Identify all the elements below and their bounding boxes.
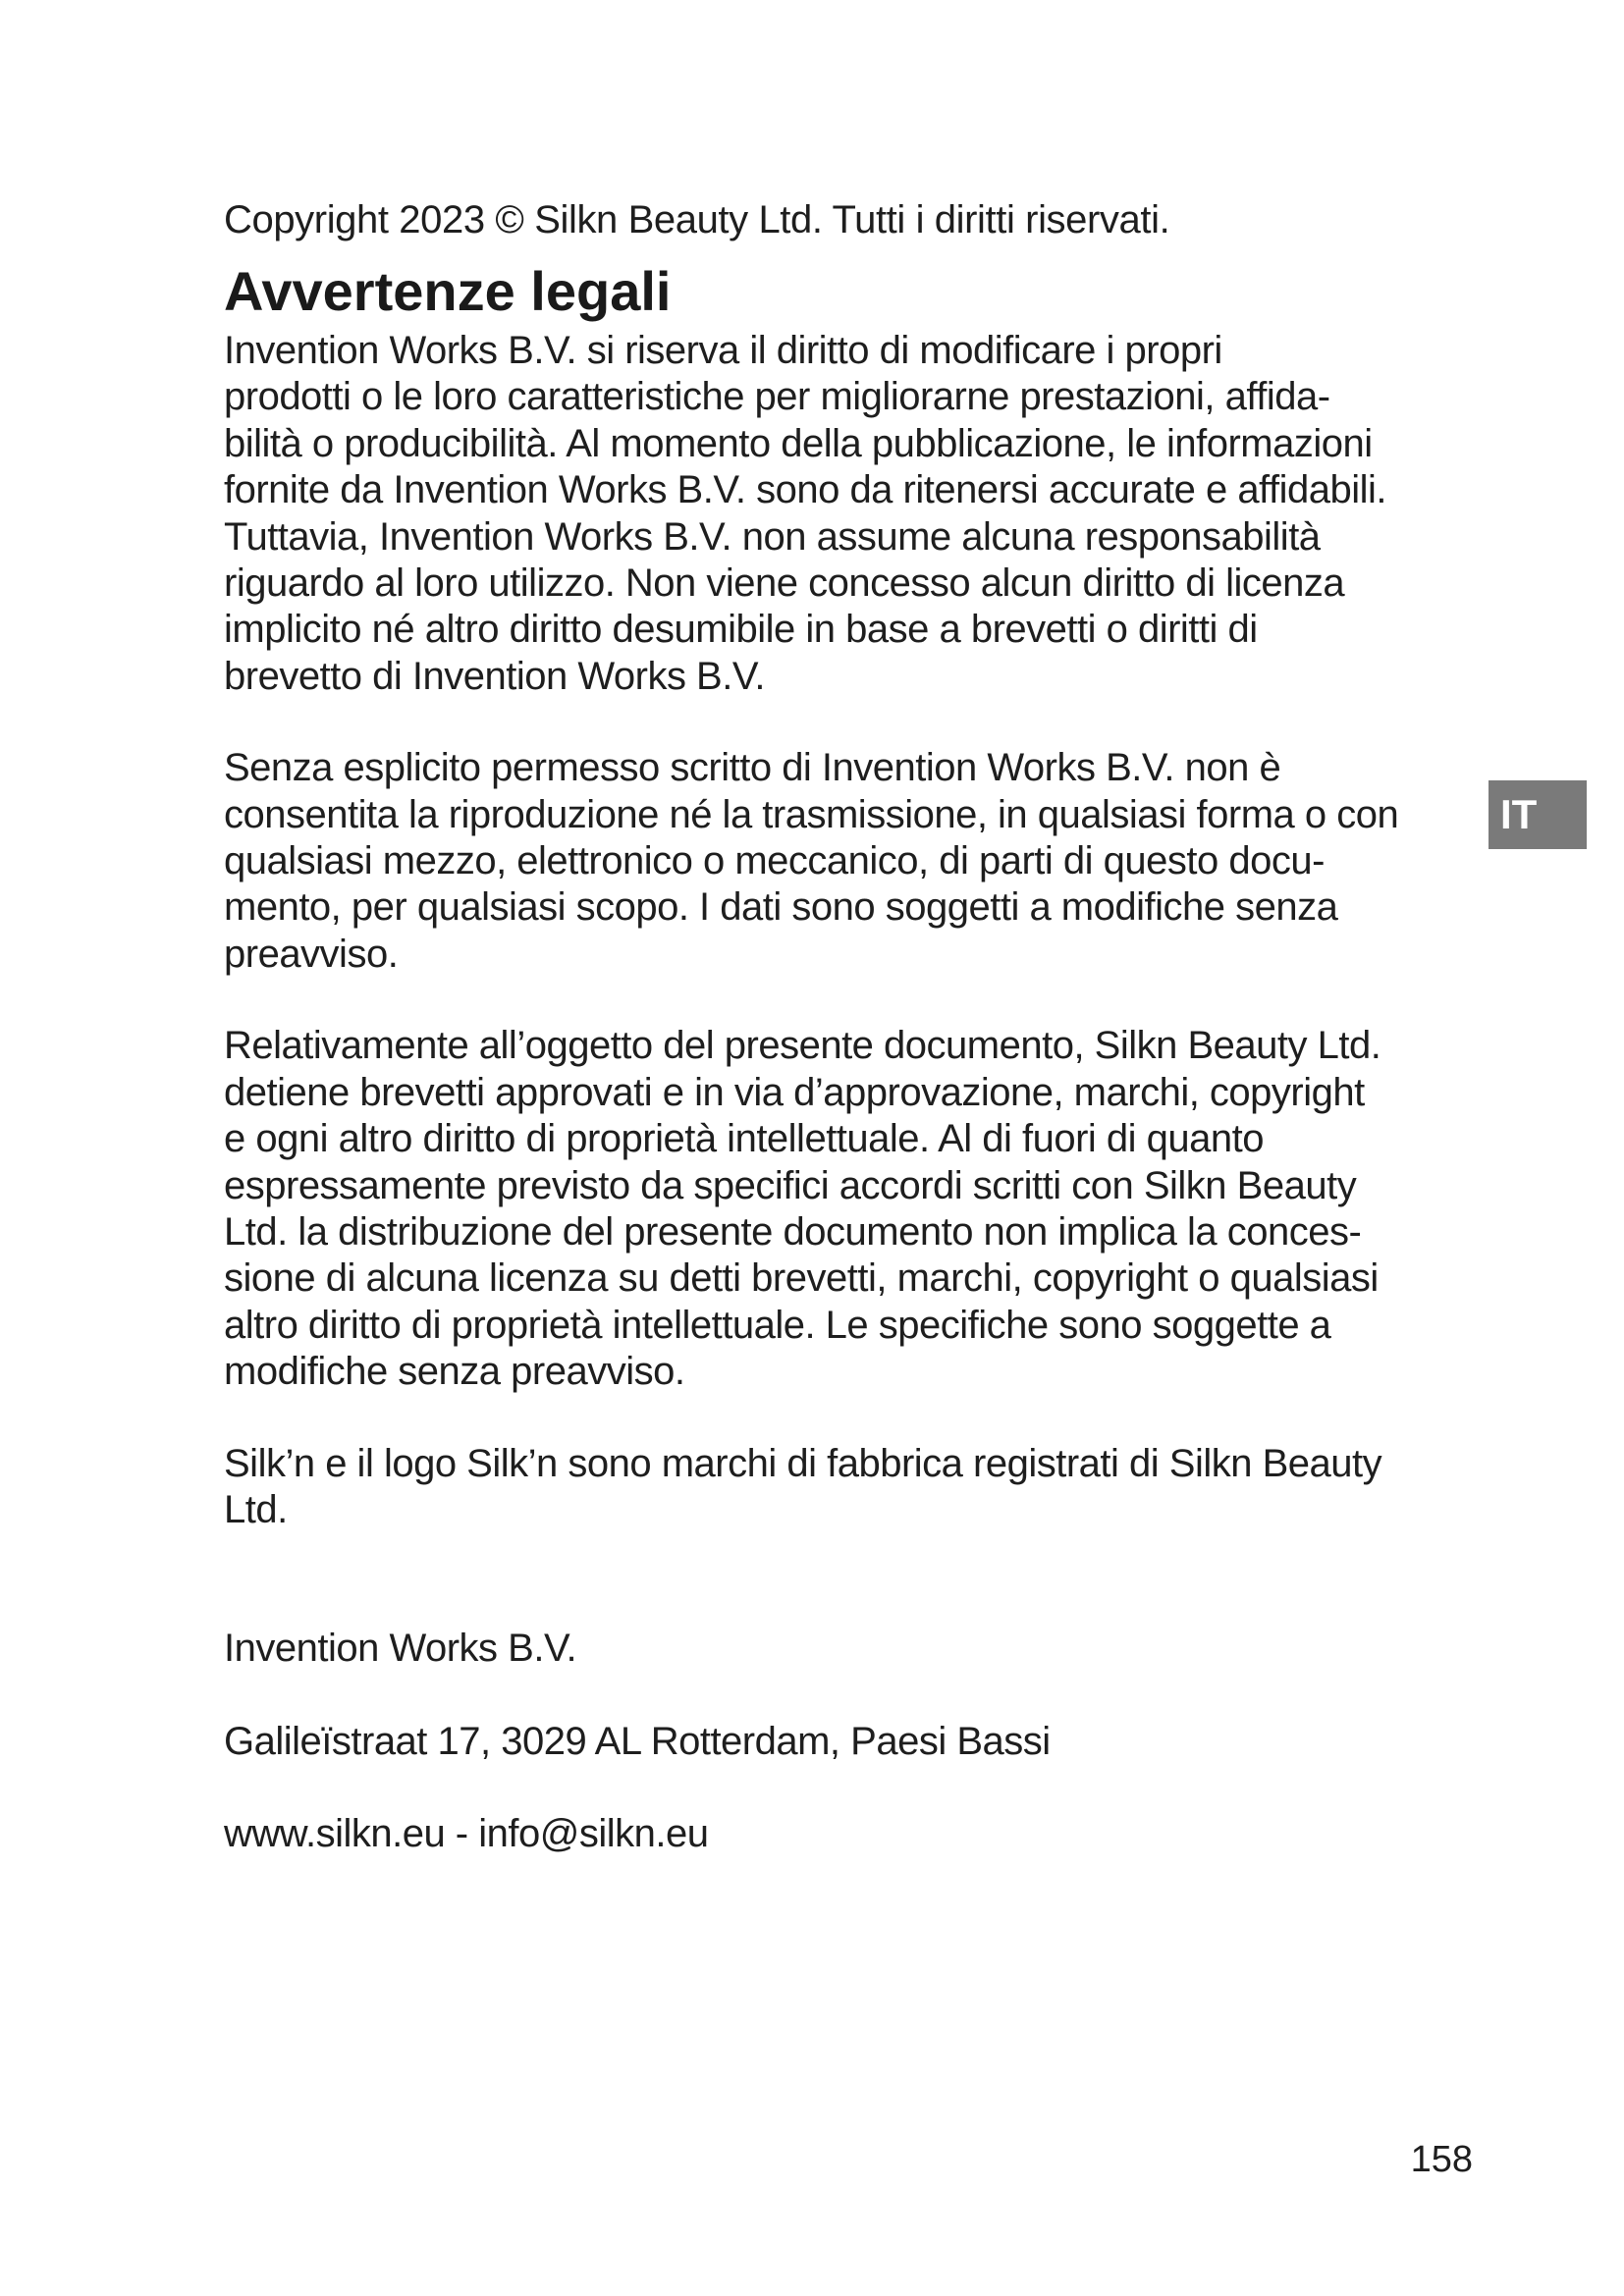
section-title: Avvertenze legali: [224, 260, 672, 322]
paragraph-trademarks: Silk’n e il logo Silk’n sono marchi di fabbrica registrati di Silkn Beauty Ltd.: [224, 1441, 1382, 1531]
contact-address: Galileïstraat 17, 3029 AL Rotterdam, Paesi Bassi: [224, 1719, 1051, 1763]
contact-block: [224, 1578, 1500, 1904]
copyright-line: Copyright 2023 © Silkn Beauty Ltd. Tutti i diritti riservati.: [224, 198, 1170, 241]
contact-company: Invention Works B.V.: [224, 1626, 577, 1670]
language-tab: IT: [1489, 780, 1587, 849]
paragraph-changes-disclaimer: Invention Works B.V. si riserva il diritto di modificare i propri prodotti o le loro caratteristiche per migliorarne prestazioni, affida- bilità o producibilità. Al momento della pubblicazione, le informazioni fornite da Invention Works B.V. sono da ritenersi accurate e affidabili. Tuttavia, Invention Works B.V. non assume alcuna responsabilità riguardo al loro utilizzo. Non viene concesso alcun diritto di licenza implicito né altro diritto desumibile in base a brevetti o diritti di brevetto di Invention Works B.V.: [224, 329, 1386, 698]
page-number: 158: [1410, 2139, 1473, 2180]
paragraph-reproduction: Senza esplicito permesso scritto di Invention Works B.V. non è consentita la riproduzione né la trasmissione, in qualsiasi forma o con qualsiasi mezzo, elettronico o meccanico, di parti di questo docu- mento, per qualsiasi scopo. I dati sono soggetti a modifiche senza preavviso.: [224, 746, 1399, 976]
contact-web-email: www.silkn.eu - info@silkn.eu: [224, 1812, 709, 1856]
paragraph-intellectual-property: Relativamente all’oggetto del presente documento, Silkn Beauty Ltd. detiene brevetti approvati e in via d’approvazione, marchi, copyright e ogni altro diritto di proprietà intellettuale. Al di fuori di quanto espressamente previsto da specifici accordi scritti con Silkn Beauty Ltd. la distribuzione del presente documento non implica la conces- sione di alcuna licenza su detti brevetti, marchi, copyright o qualsiasi altro diritto di proprietà intellettuale. Le specifiche sono soggette a modifiche senza preavviso.: [224, 1024, 1381, 1394]
main-content: [224, 196, 1500, 1904]
